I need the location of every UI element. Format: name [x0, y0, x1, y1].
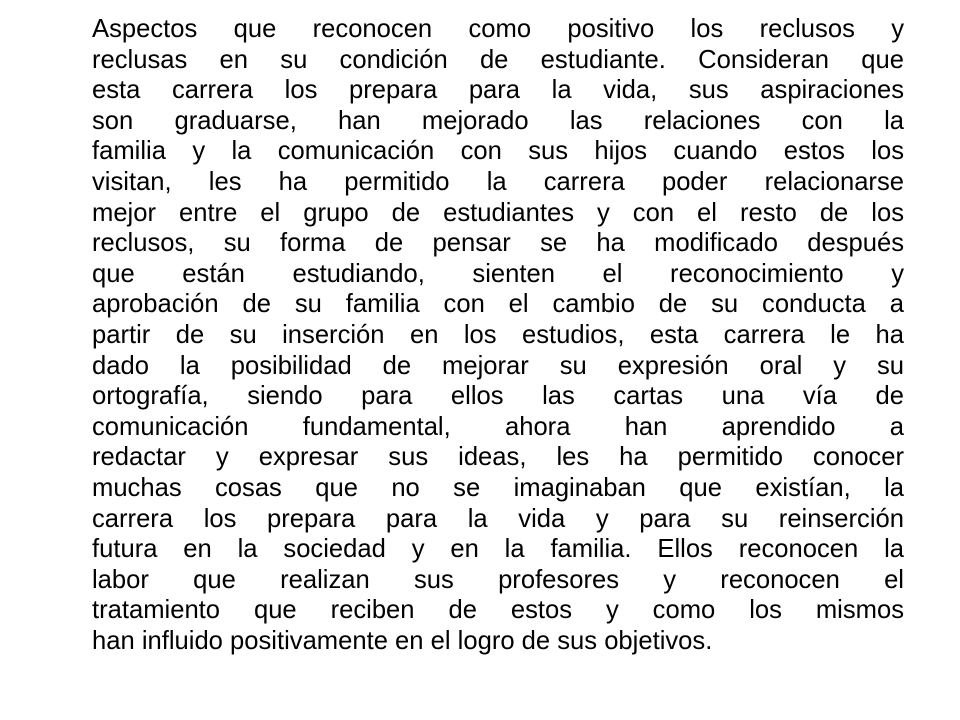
body-paragraph	[92, 14, 904, 656]
text-line: esta carrera los prepara para la vida, sus aspiraciones	[92, 76, 904, 105]
text-line: comunicación fundamental, ahora han aprendido a	[92, 412, 904, 441]
text-line: han influido positivamente en el logro de sus objetivos.	[92, 626, 713, 655]
text-line: redactar y expresar sus ideas, les ha permitido conocer	[92, 443, 904, 472]
text-line: visitan, les ha permitido la carrera poder relacionarse	[92, 167, 904, 196]
text-line: futura en la sociedad y en la familia. Ellos reconocen la	[92, 535, 904, 564]
text-line: tratamiento que reciben de estos y como los mismos	[92, 596, 904, 625]
text-line: ortografía, siendo para ellos las cartas una vía de	[92, 382, 904, 411]
text-line: muchas cosas que no se imaginaban que existían, la	[92, 473, 904, 502]
text-line: dado la posibilidad de mejorar su expresión oral y su	[92, 351, 904, 380]
text-line: labor que realizan sus profesores y reconocen el	[92, 565, 904, 594]
text-line: mejor entre el grupo de estudiantes y con el resto de los	[92, 198, 904, 227]
text-line: aprobación de su familia con el cambio de su conducta a	[92, 290, 904, 319]
text-line: que están estudiando, sienten el reconocimiento y	[92, 259, 904, 288]
text-line: reclusos, su forma de pensar se ha modificado después	[92, 229, 904, 258]
text-line: partir de su inserción en los estudios, esta carrera le ha	[92, 320, 904, 349]
text-line: son graduarse, han mejorado las relaciones con la	[92, 106, 904, 135]
text-line: carrera los prepara para la vida y para su reinserción	[92, 504, 904, 533]
text-line: reclusas en su condición de estudiante. Consideran que	[92, 45, 904, 74]
text-line: Aspectos que reconocen como positivo los reclusos y	[92, 15, 904, 43]
text-line: familia y la comunicación con sus hijos cuando estos los	[92, 137, 904, 166]
